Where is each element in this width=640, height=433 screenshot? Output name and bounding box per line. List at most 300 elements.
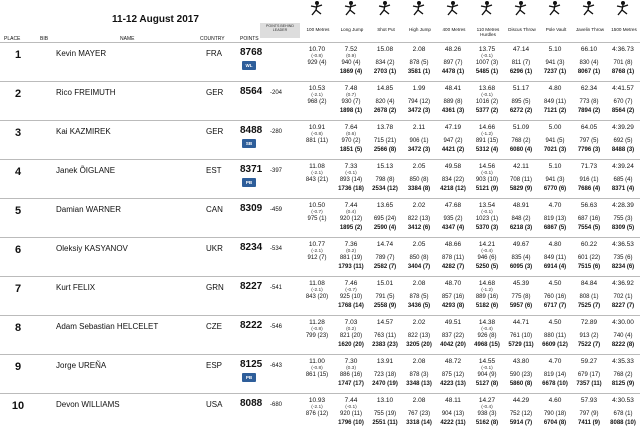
event-mark: 62.34: [580, 85, 598, 92]
event-score: 679 (17): [577, 372, 601, 378]
event-score: 735 (6): [613, 255, 633, 261]
event-mark: 14.55: [478, 358, 496, 365]
event-cell: [368, 160, 402, 196]
event-mark: 13.78: [376, 124, 394, 131]
event-cell: [402, 355, 436, 391]
event-score: 775 (8): [511, 294, 531, 300]
event-cell: [402, 199, 436, 235]
event-mark: 13.75: [478, 46, 496, 53]
running-total: 6867 (5): [543, 225, 567, 231]
event-cell: [300, 277, 334, 313]
event-cell: [334, 277, 368, 313]
event-mark: 4.60: [548, 397, 562, 404]
event-score: 941 (3): [545, 177, 565, 183]
event-mark: 45.39: [512, 280, 530, 287]
event-icon: [308, 0, 326, 16]
event-score: 822 (13): [407, 216, 431, 222]
event-cell: [606, 277, 640, 313]
event-cell: [504, 394, 538, 430]
event-score: 755 (3): [613, 216, 633, 222]
event-mark: 59.27: [580, 358, 598, 365]
event-cell: [402, 121, 436, 157]
event-score: 797 (9): [579, 411, 599, 417]
place-number: 2: [14, 88, 22, 100]
event-score: 797 (5): [579, 138, 599, 144]
points-behind: -643: [270, 363, 283, 369]
event-score: 794 (12): [407, 99, 431, 105]
bib-header: BIB: [40, 36, 49, 42]
event-score: 941 (3): [545, 60, 565, 66]
running-total: 2534 (12): [372, 186, 398, 192]
event-mark: 42.11: [513, 163, 529, 170]
table-row: [0, 237, 640, 276]
total-points: 8488: [240, 125, 263, 136]
event-mark: 10.53: [308, 85, 326, 92]
event-label: 1500 Metres: [611, 27, 637, 32]
event-mark: 4.80: [548, 85, 562, 92]
event-mark: 49.58: [444, 163, 462, 170]
event-icon: [546, 0, 564, 16]
event-cell: [606, 199, 640, 235]
event-cell: [436, 160, 470, 196]
event-score: 946 (6): [477, 255, 497, 261]
event-score: 819 (14): [543, 372, 567, 378]
event-score: 799 (23): [305, 333, 329, 339]
event-mark: 13.68: [478, 85, 496, 92]
event-label: Shot Put: [377, 27, 395, 32]
event-icon: [376, 0, 394, 16]
event-score: 906 (1): [409, 138, 429, 144]
event-cell: [368, 121, 402, 157]
athlete-name: Janek ÕIGLANE: [56, 166, 116, 175]
event-score: 822 (13): [407, 333, 431, 339]
event-cell: [470, 238, 504, 274]
event-cell: [334, 355, 368, 391]
table-row: [0, 354, 640, 393]
event-score: 903 (10): [475, 177, 499, 183]
running-total: 1796 (10): [338, 420, 364, 426]
country-header: COUNTRY: [200, 36, 225, 42]
event-mark: 14.21: [478, 241, 496, 248]
event-mark: 7.33: [344, 163, 358, 170]
country-code: EST: [206, 166, 222, 175]
event-mark: 4.70: [548, 202, 562, 209]
event-cell: [572, 238, 606, 274]
running-total: 3384 (8): [407, 186, 431, 192]
event-cell: [334, 394, 368, 430]
place-number: 4: [14, 166, 22, 178]
athlete-name: Oleksiy KASYANOV: [56, 244, 128, 253]
event-mark: 47.19: [444, 124, 462, 131]
event-score: 886 (16): [339, 372, 363, 378]
running-total: 8067 (1): [577, 69, 601, 75]
event-mark: 11.08: [309, 163, 325, 170]
running-total: 7357 (11): [576, 381, 602, 387]
event-score: 904 (9): [477, 372, 497, 378]
event-cell: [538, 160, 572, 196]
event-cell: [300, 316, 334, 352]
running-total: 8227 (7): [611, 303, 635, 309]
country-code: CAN: [206, 205, 223, 214]
running-total: 2551 (11): [372, 420, 398, 426]
place-number: 1: [14, 49, 22, 61]
event-score: 880 (11): [544, 333, 566, 339]
table-row: [0, 81, 640, 120]
event-score: 830 (4): [579, 60, 599, 66]
wind-reading: (-0.1): [481, 93, 493, 98]
country-code: GER: [206, 127, 224, 136]
event-mark: 2.11: [412, 124, 426, 131]
wind-reading: (0.3): [346, 366, 356, 371]
wind-reading: (-1.2): [481, 288, 493, 293]
athlete-name: Kevin MAYER: [56, 49, 107, 58]
event-mark: 13.65: [376, 202, 394, 209]
event-mark: 7.46: [344, 280, 358, 287]
running-total: 4222 (11): [440, 420, 466, 426]
event-cell: [572, 316, 606, 352]
event-cell: [436, 121, 470, 157]
running-total: 5127 (8): [475, 381, 499, 387]
wind-reading: (-0.7): [345, 288, 357, 293]
event-mark: 10.77: [308, 241, 326, 248]
event-cell: [334, 316, 368, 352]
running-total: 3472 (3): [407, 108, 431, 114]
event-mark: 7.30: [344, 358, 358, 365]
event-cell: [334, 82, 368, 118]
event-score: 975 (1): [307, 216, 327, 222]
wind-reading: (-0.4): [481, 405, 493, 410]
running-total: 2383 (23): [372, 342, 398, 348]
event-mark: 47.14: [512, 46, 530, 53]
athlete-name: Devon WILLIAMS: [56, 400, 120, 409]
wind-reading: (-0.1): [481, 210, 493, 215]
running-total: 5914 (7): [509, 420, 533, 426]
event-cell: [572, 277, 606, 313]
event-cell: [606, 121, 640, 157]
event-mark: 49.67: [512, 241, 530, 248]
event-score: 881 (19): [339, 255, 363, 261]
event-score: 889 (8): [443, 99, 463, 105]
running-total: 6296 (1): [509, 69, 533, 75]
event-score: 590 (23): [509, 372, 533, 378]
running-total: 8309 (5): [611, 225, 635, 231]
event-cell: [470, 277, 504, 313]
event-cell: [436, 43, 470, 79]
event-mark: 14.66: [478, 124, 496, 131]
event-mark: 44.71: [512, 319, 530, 326]
running-total: 5485 (1): [475, 69, 499, 75]
running-total: 4218 (12): [440, 186, 466, 192]
event-mark: 4:30.00: [612, 319, 634, 326]
event-score: 930 (7): [341, 99, 361, 105]
event-cell: [572, 355, 606, 391]
event-cell: [538, 277, 572, 313]
event-mark: 2.02: [412, 319, 426, 326]
athlete-name: Damian WARNER: [56, 205, 122, 214]
event-label: High Jump: [409, 27, 431, 32]
event-mark: 14.27: [478, 397, 496, 404]
event-score: 938 (3): [477, 411, 497, 417]
event-cell: [504, 82, 538, 118]
event-icon: [614, 0, 632, 16]
event-mark: 11.08: [309, 280, 325, 287]
event-cell: [606, 394, 640, 430]
event-score: 755 (19): [373, 411, 397, 417]
event-mark: 10.91: [308, 124, 326, 131]
event-score: 1007 (3): [475, 60, 499, 66]
place-number: 8: [14, 322, 22, 334]
event-score: 848 (2): [511, 216, 531, 222]
event-cell: [402, 277, 436, 313]
running-total: 6095 (3): [509, 264, 533, 270]
event-score: 920 (12): [339, 216, 363, 222]
running-total: 7525 (7): [577, 303, 601, 309]
event-mark: 2.08: [412, 358, 426, 365]
event-cell: [504, 238, 538, 274]
running-total: 4421 (2): [441, 147, 465, 153]
wind-reading: (-1.2): [481, 132, 493, 137]
wind-reading: (-2.1): [311, 249, 323, 254]
running-total: 1747 (17): [338, 381, 364, 387]
event-score: 843 (20): [305, 294, 329, 300]
running-total: 6609 (12): [542, 342, 568, 348]
event-mark: 71.73: [580, 163, 598, 170]
event-mark: 47.68: [444, 202, 462, 209]
table-row: [0, 393, 640, 432]
running-total: 4361 (3): [441, 108, 465, 114]
total-points: 8768: [240, 47, 263, 58]
event-score: 935 (2): [443, 216, 463, 222]
event-mark: 14.57: [376, 319, 394, 326]
event-score: 929 (4): [307, 60, 327, 66]
event-score: 881 (11): [306, 138, 328, 144]
event-mark: 13.10: [376, 397, 394, 404]
event-score: 811 (7): [511, 60, 531, 66]
event-mark: 4:39.24: [612, 163, 634, 170]
place-number: 9: [14, 361, 22, 373]
event-score: 970 (2): [341, 138, 361, 144]
running-total: 4042 (20): [440, 342, 466, 348]
event-score: 819 (13): [543, 216, 567, 222]
event-score: 695 (24): [373, 216, 397, 222]
event-score: 773 (8): [579, 99, 599, 105]
event-mark: 66.10: [580, 46, 598, 53]
event-mark: 4.50: [548, 280, 562, 287]
event-mark: 7.48: [344, 85, 358, 92]
event-cell: [572, 199, 606, 235]
event-mark: 15.01: [376, 280, 394, 287]
event-cell: [300, 238, 334, 274]
event-mark: 14.68: [478, 280, 496, 287]
event-cell: [300, 394, 334, 430]
running-total: 7796 (3): [577, 147, 601, 153]
running-total: 1768 (14): [338, 303, 364, 309]
event-mark: 7.64: [344, 124, 358, 131]
event-mark: 4:39.29: [612, 124, 634, 131]
event-cell: [572, 82, 606, 118]
event-label: Pole Vault: [545, 27, 567, 32]
event-cell: [300, 43, 334, 79]
event-mark: 5.10: [548, 46, 562, 53]
event-cell: [504, 316, 538, 352]
wind-reading: (-0.1): [345, 405, 357, 410]
event-cell: [436, 82, 470, 118]
table-row: [0, 276, 640, 315]
event-cell: [504, 199, 538, 235]
running-total: 4347 (4): [441, 225, 465, 231]
event-mark: 2.05: [412, 241, 426, 248]
event-cell: [334, 238, 368, 274]
event-cell: [470, 121, 504, 157]
event-mark: 48.91: [512, 202, 530, 209]
running-total: 7237 (1): [543, 69, 567, 75]
running-total: 5729 (11): [508, 342, 534, 348]
event-mark: 51.17: [512, 85, 530, 92]
event-mark: 10.50: [308, 202, 326, 209]
behind-header: POINTS BEHIND LEADER: [260, 23, 300, 38]
event-cell: [402, 43, 436, 79]
points-behind: -534: [270, 246, 283, 252]
event-score: 820 (4): [375, 99, 395, 105]
points-behind: -541: [270, 285, 283, 291]
event-score: 821 (20): [339, 333, 363, 339]
table-row: [0, 198, 640, 237]
event-mark: 4:36.73: [612, 46, 634, 53]
event-score: 790 (18): [543, 411, 567, 417]
wind-reading: (0.4): [346, 210, 356, 215]
event-cell: [606, 160, 640, 196]
event-label: 100 Metres: [306, 27, 330, 32]
event-cell: [538, 121, 572, 157]
event-score: 678 (1): [613, 411, 633, 417]
event-cell: [538, 394, 572, 430]
place-number: 5: [14, 205, 22, 217]
running-total: 5860 (8): [509, 381, 533, 387]
wind-reading: (-0.8): [311, 132, 323, 137]
event-cell: [606, 238, 640, 274]
wind-reading: (-2.1): [311, 288, 323, 293]
wind-reading: (0.2): [346, 327, 356, 332]
event-mark: 7.03: [344, 319, 358, 326]
event-icon: [410, 0, 428, 16]
event-label: Discus Throw: [508, 27, 536, 32]
event-mark: 4:30.53: [612, 397, 634, 404]
event-mark: 60.22: [580, 241, 598, 248]
running-total: 6704 (8): [543, 420, 567, 426]
country-code: FRA: [206, 49, 222, 58]
event-score: 857 (16): [441, 294, 465, 300]
event-mark: 7.36: [344, 241, 358, 248]
points-header: POINTS: [240, 36, 259, 42]
event-cell: [368, 355, 402, 391]
wind-reading: (-0.4): [481, 249, 493, 254]
event-cell: [436, 277, 470, 313]
event-cell: [334, 121, 368, 157]
record-badge: WL: [242, 61, 256, 70]
event-score: 752 (12): [509, 411, 533, 417]
running-total: 2566 (8): [373, 147, 397, 153]
event-score: 878 (3): [409, 372, 429, 378]
event-mark: 48.70: [444, 280, 462, 287]
running-total: 5250 (5): [475, 264, 499, 270]
running-total: 5829 (9): [509, 186, 533, 192]
event-cell: [402, 160, 436, 196]
event-score: 761 (10): [509, 333, 533, 339]
event-score: 861 (15): [305, 372, 329, 378]
event-cell: [538, 355, 572, 391]
event-cell: [334, 160, 368, 196]
event-mark: 64.05: [580, 124, 598, 131]
total-points: 8564: [240, 86, 263, 97]
event-mark: 15.08: [376, 46, 394, 53]
running-total: 2678 (2): [373, 108, 397, 114]
event-cell: [368, 43, 402, 79]
event-score: 692 (5): [613, 138, 633, 144]
total-points: 8227: [240, 281, 263, 292]
date-title: 11-12 August 2017: [112, 14, 199, 25]
event-score: 875 (12): [441, 372, 465, 378]
event-mark: 4.80: [548, 241, 562, 248]
running-total: 5121 (9): [475, 186, 499, 192]
running-total: 5957 (6): [509, 303, 533, 309]
running-total: 7686 (4): [577, 186, 601, 192]
event-score: 912 (7): [307, 255, 327, 261]
event-score: 947 (2): [443, 138, 463, 144]
running-total: 2558 (9): [373, 303, 397, 309]
event-score: 789 (7): [375, 255, 395, 261]
event-mark: 2.08: [412, 280, 426, 287]
table-row: [0, 120, 640, 159]
event-score: 763 (11): [374, 333, 396, 339]
running-total: 1851 (5): [339, 147, 363, 153]
event-mark: 2.02: [412, 202, 426, 209]
event-mark: 4:28.39: [612, 202, 634, 209]
event-mark: 2.05: [412, 163, 426, 170]
running-total: 3472 (3): [407, 147, 431, 153]
event-cell: [402, 316, 436, 352]
running-total: 7515 (6): [577, 264, 601, 270]
event-cell: [436, 238, 470, 274]
event-mark: 51.09: [512, 124, 530, 131]
running-total: 2590 (4): [373, 225, 397, 231]
running-total: 7121 (2): [543, 108, 567, 114]
total-points: 8234: [240, 242, 263, 253]
event-score: 670 (7): [613, 99, 633, 105]
event-mark: 15.13: [376, 163, 394, 170]
event-cell: [504, 43, 538, 79]
running-total: 1895 (2): [339, 225, 363, 231]
event-cell: [606, 316, 640, 352]
running-total: 6272 (2): [509, 108, 533, 114]
running-total: 4223 (13): [440, 381, 466, 387]
wind-reading: (-0.1): [345, 171, 357, 176]
wind-reading: (0.7): [346, 93, 356, 98]
event-cell: [300, 82, 334, 118]
event-score: 708 (11): [510, 177, 532, 183]
wind-reading: (-2.1): [311, 93, 323, 98]
event-mark: 4:35.33: [612, 358, 634, 365]
running-total: 8564 (2): [611, 108, 635, 114]
running-total: 2470 (19): [372, 381, 398, 387]
running-total: 4968 (15): [474, 342, 500, 348]
event-score: 601 (22): [577, 255, 601, 261]
running-total: 4293 (8): [441, 303, 465, 309]
country-code: GER: [206, 88, 224, 97]
event-cell: [368, 394, 402, 430]
running-total: 7554 (5): [577, 225, 601, 231]
event-score: 701 (8): [613, 60, 633, 66]
place-number: 3: [14, 127, 22, 139]
